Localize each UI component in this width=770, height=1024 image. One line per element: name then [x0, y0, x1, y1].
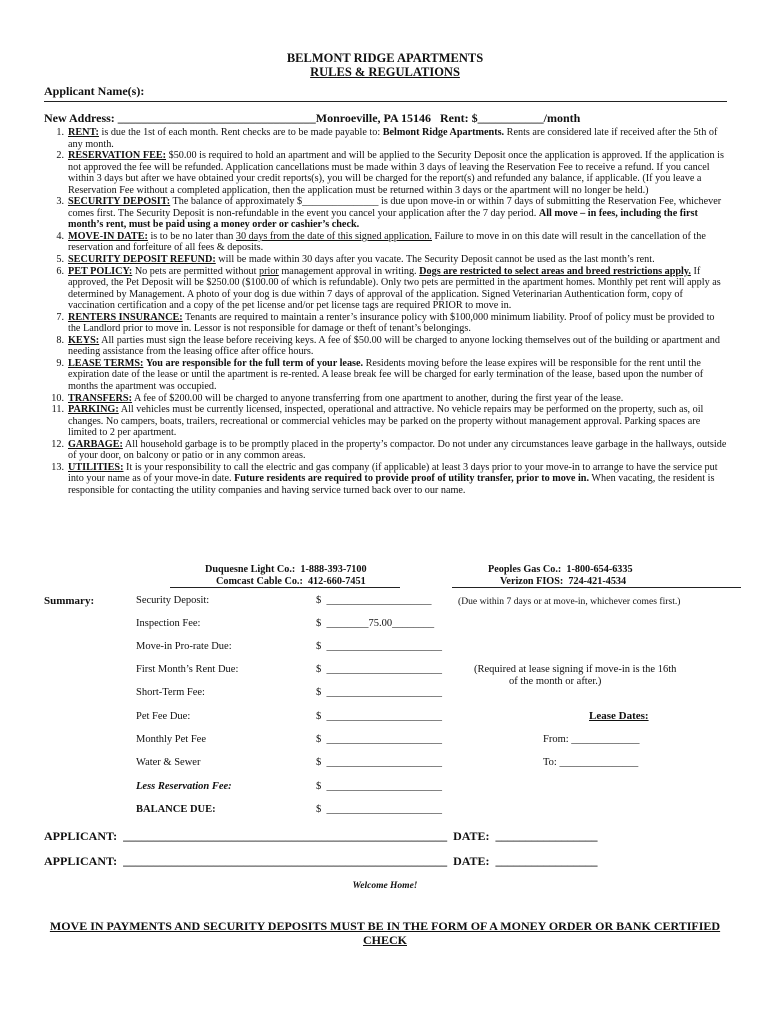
move-in-prorate-field[interactable]: $ ______________________ — [316, 641, 442, 652]
rules-list — [44, 127, 727, 497]
address-city: Monroeville, PA 15146 — [315, 111, 431, 125]
document-subtitle: RULES & REGULATIONS — [310, 65, 460, 79]
rule-pet-policy: 6. PET POLICY: No pets are permitted without prior management approval in writing. Dogs are restricted to select areas and breed restrictions apply. If approved, the Pet Deposit will be $250.00 ($100.00 of which is refundable). Only two pets are permitted in the apartment homes. Monthly pet rent will apply as determined by Management. A photo of your dog is due within 7 days of approval of the application. Signed Veterinarian Authentication form, copy of vaccination certification and a copy of the pet license and/or pet license tags are required PRIOR to move in. — [56, 265, 721, 312]
payment-notice: MOVE IN PAYMENTS AND SECURITY DEPOSITS MUST BE IN THE FORM OF A MONEY ORDER OR BANK CERTIFIED CHECK — [49, 919, 721, 947]
summary-label-water-sewer: Water & Sewer — [136, 757, 201, 768]
rule-move-in-date: 4. MOVE-IN DATE: is to be no later than 30 days from the date of this signed application. Failure to move in on this date will result in the cancellation of the reservation and forfeiture of all fees & deposits. — [56, 230, 706, 254]
duquesne-light-contact: Duquesne Light Co.: 1-888-393-7100 — [205, 564, 367, 575]
summary-label-balance-due: BALANCE DUE: — [136, 804, 216, 815]
short-term-fee-field[interactable]: $ ______________________ — [316, 687, 442, 698]
applicant-signature-field[interactable]: ______________________________________________________ — [123, 829, 448, 843]
inspection-fee-field[interactable]: $ ________75.00________ — [316, 618, 435, 629]
security-deposit-field[interactable]: $ ____________________ — [316, 595, 432, 606]
first-month-rent-note-cont: of the month or after.) — [509, 676, 602, 687]
comcast-contact: Comcast Cable Co.: 412-660-7451 — [216, 576, 366, 587]
welcome-message: Welcome Home! — [352, 881, 418, 891]
less-reservation-fee-field[interactable]: $ ______________________ — [316, 781, 442, 792]
rule-utilities: 13. UTILITIES: It is your responsibility to call the electric and gas company (if applicable) at least 3 days prior to your move-in to arrange to have the service put into your name as of your move-in date. Future residents are required to provide proof of utility transfer, prior to move in. When vacating, the resident is responsible for contacting the utility companies and having service turned back over to our name. — [51, 461, 718, 496]
balance-due-field[interactable]: $ ______________________ — [316, 804, 442, 815]
lease-to-field[interactable]: To: _______________ — [543, 757, 639, 768]
rule-parking: 11. PARKING: All vehicles must be currently licensed, inspected, operational and attractive. No vehicle repairs may be performed on the property, such as, oil changes. No campers, boats, trailers, recreational or commercial vehicles may be parked on the property without management approval. Parking spaces are limited to 2 per apartment. — [51, 404, 704, 439]
verizon-contact: Verizon FIOS: 724-421-4534 — [500, 576, 627, 587]
summary-label-pet-fee: Pet Fee Due: — [136, 711, 191, 722]
summary-label-monthly-pet-fee: Monthly Pet Fee — [136, 734, 206, 745]
security-deposit-note: (Due within 7 days or at move-in, whichever comes first.) — [458, 596, 681, 607]
summary-label-first-month-rent: First Month’s Rent Due: — [136, 664, 239, 675]
lease-dates-heading: Lease Dates: — [589, 710, 649, 722]
rule-security-deposit: 3. SECURITY DEPOSIT: The balance of approximately $_______________ is due upon move-in or within 7 days of submitting the Reservation Fee, whichever comes first. The Security Deposit is non-refundable in the event you cancel your application after the 7 day period. All move – in fees, including the first month’s rent, must be paid using a money order or cashier’s check. — [56, 196, 722, 231]
rule-rent: 1. RENT: is due the 1st of each month. Rent checks are to be made payable to: Belmont Ridge Apartments. Rents are considered late if received after the 5th of any month. — [56, 127, 718, 150]
utilities-divider-right — [452, 587, 741, 588]
new-address-field[interactable] — [44, 111, 727, 126]
pet-fee-field[interactable]: $ ______________________ — [316, 711, 442, 722]
summary-label-security-deposit: Security Deposit: — [136, 595, 210, 606]
rule-renters-insurance: 7. RENTERS INSURANCE: Tenants are required to maintain a renter’s insurance policy with $100,000 minimum liability. Proof of policy must be provided to the Landlord prior to move in. Lessor is not responsible for damage or theft of tenant’s belongings. — [56, 311, 715, 335]
applicant-signature-field[interactable]: ______________________________________________________ — [123, 854, 448, 868]
applicant-names-field[interactable]: Applicant Name(s): — [44, 84, 727, 102]
summary-label-short-term-fee: Short-Term Fee: — [136, 687, 205, 698]
summary-label: Summary: — [44, 595, 95, 607]
water-sewer-field[interactable]: $ ______________________ — [316, 757, 442, 768]
rule-transfers: 10. TRANSFERS: A fee of $200.00 will be charged to anyone transferring from one apartment to another, during the first year of the lease. — [51, 392, 624, 404]
rule-reservation-fee: 2. RESERVATION FEE: $50.00 is required to hold an apartment and will be applied to the Security Deposit once the application is approved. If the application is not approved the fee will be refunded. Application cancellations must be made within 3 days of leaving the Reservation Fee to receive a refund. If you cancel within 3 days but after we have obtained your credit reports(s), you will be charged for the report(s) and refunded any balance, if applicable. (If you leave a Reservation Fee without a completed application, then the application must be returned within 3 days or the apartment will no longer be held.) — [56, 150, 724, 196]
rent-field[interactable]: Rent: $___________/month — [440, 111, 581, 125]
rule-garbage: 12. GARBAGE: All household garbage is to be promptly placed in the property’s compactor. Do not under any circumstances leave garbage in the hallways, outside of your door, on balcony or patio or in any common areas. — [51, 438, 727, 462]
peoples-gas-contact: Peoples Gas Co.: 1-800-654-6335 — [488, 564, 633, 575]
rule-deposit-refund: 5. SECURITY DEPOSIT REFUND: will be made within 30 days after you vacate. The Security Deposit cannot be used as the last month’s rent. — [56, 254, 655, 266]
lease-from-field[interactable]: From: _____________ — [543, 734, 640, 745]
monthly-pet-fee-field[interactable]: $ ______________________ — [316, 734, 442, 745]
rule-keys: 8. KEYS: All parties must sign the lease before receiving keys. A fee of $50.00 will be charged to anyone locking themselves out of the building or apartment and needing assistance from the leasing office after office hours. — [56, 334, 720, 358]
rule-lease-terms: 9. LEASE TERMS: You are responsible for the full term of your lease. Residents moving before the lease expires will be responsible for the rent until the expiration date of the lease or until the apartment is re-rented. A lease break fee will be charged for early termination of the lease, based upon the number of months the apartment was occupied. — [56, 357, 704, 393]
applicant-date-field[interactable]: DATE: _________________ — [453, 829, 598, 843]
document-title: BELMONT RIDGE APARTMENTS — [286, 51, 484, 65]
summary-label-move-in-prorate: Move-in Pro-rate Due: — [136, 641, 232, 652]
address-label: New Address: _________________________________ — [44, 111, 316, 125]
summary-label-less-reservation-fee: Less Reservation Fee: — [136, 781, 232, 792]
applicant-signature-row — [44, 829, 727, 844]
first-month-rent-field[interactable]: $ ______________________ — [316, 664, 442, 675]
applicant-signature-row — [44, 854, 727, 869]
applicant-label: APPLICANT: — [44, 829, 118, 843]
applicant-date-field[interactable]: DATE: _________________ — [453, 854, 598, 868]
summary-label-inspection-fee: Inspection Fee: — [136, 618, 201, 629]
utilities-divider-left — [170, 587, 400, 588]
applicant-label: APPLICANT: — [44, 854, 118, 868]
first-month-rent-note: (Required at lease signing if move-in is the 16th — [474, 664, 677, 675]
